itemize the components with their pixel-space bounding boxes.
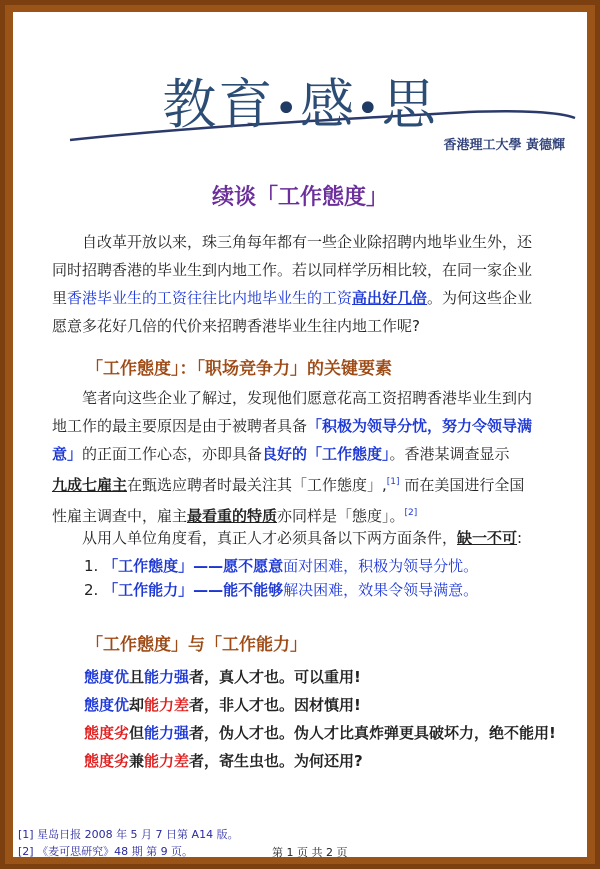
verdict-sentence: 態度优却能力差者，非人才也。因材慎用!: [84, 696, 361, 714]
verdict-sentence: 態度劣但能力强者，伪人才也。伪人才比真炸弹更具破坏力，绝不能用!: [84, 724, 556, 742]
footnote-2: [2] 《麦可思研究》48 期 第 9 页。: [18, 845, 194, 858]
section1-subhead: 「工作態度」：「职场竞争力」的关键要素: [86, 359, 392, 379]
footnote-1: [1] 星岛日报 2008 年 5 月 7 日第 A14 版。: [18, 828, 239, 841]
verdict-sentence: 態度优且能力强者，真人才也。可以重用!: [84, 668, 361, 686]
condition-item-ability: 2. 「工作能力」——能不能够解决困难，效果令领导满意。: [84, 581, 479, 599]
intro-paragraph: 自改革开放以来，珠三角每年都有一些企业除招聘内地毕业生外，还 同时招聘香港的毕业生到内地工作。若以同样学历相比较，在同一家企业 里香港毕业生的工资往往比内地毕业生的工资高出好几倍。为何这些企业 愿意多花好几倍的代价来招聘香港毕业生往内地工作呢?: [52, 233, 533, 335]
section2-subhead: 「工作態度」与「工作能力」: [86, 635, 307, 655]
condition-item-attitude: 1. 「工作態度」——愿不愿意面对困难，积极为领导分忧。: [84, 557, 479, 575]
page-number: 第 1 页 共 2 页: [272, 846, 348, 859]
conditions-intro: 从用人单位角度看，真正人才必须具备以下两方面条件，缺一不可:: [82, 529, 523, 547]
page-title: 教育•感•思: [162, 73, 438, 136]
article-heading: 续谈「工作態度」: [211, 185, 388, 210]
section1-paragraph: 笔者向这些企业了解过，发现他们愿意花高工资招聘香港毕业生到内 地工作的最主要原因是由于被聘者具备「积极为领导分忧，努力令领导满 意」的正面工作心态，亦即具备良好的「工作態度」。香港某调查显示 九成七雇主在甄选应聘者时最关注其「工作態度」,[1] 而在美国进行全国 性雇主调查中，雇主最看重的特质亦同样是「態度」。[2]: [52, 389, 533, 525]
verdict-sentence: 態度劣兼能力差者，寄生虫也。为何还用?: [84, 752, 363, 770]
author: 香港理工大學 黃德輝: [443, 138, 565, 153]
